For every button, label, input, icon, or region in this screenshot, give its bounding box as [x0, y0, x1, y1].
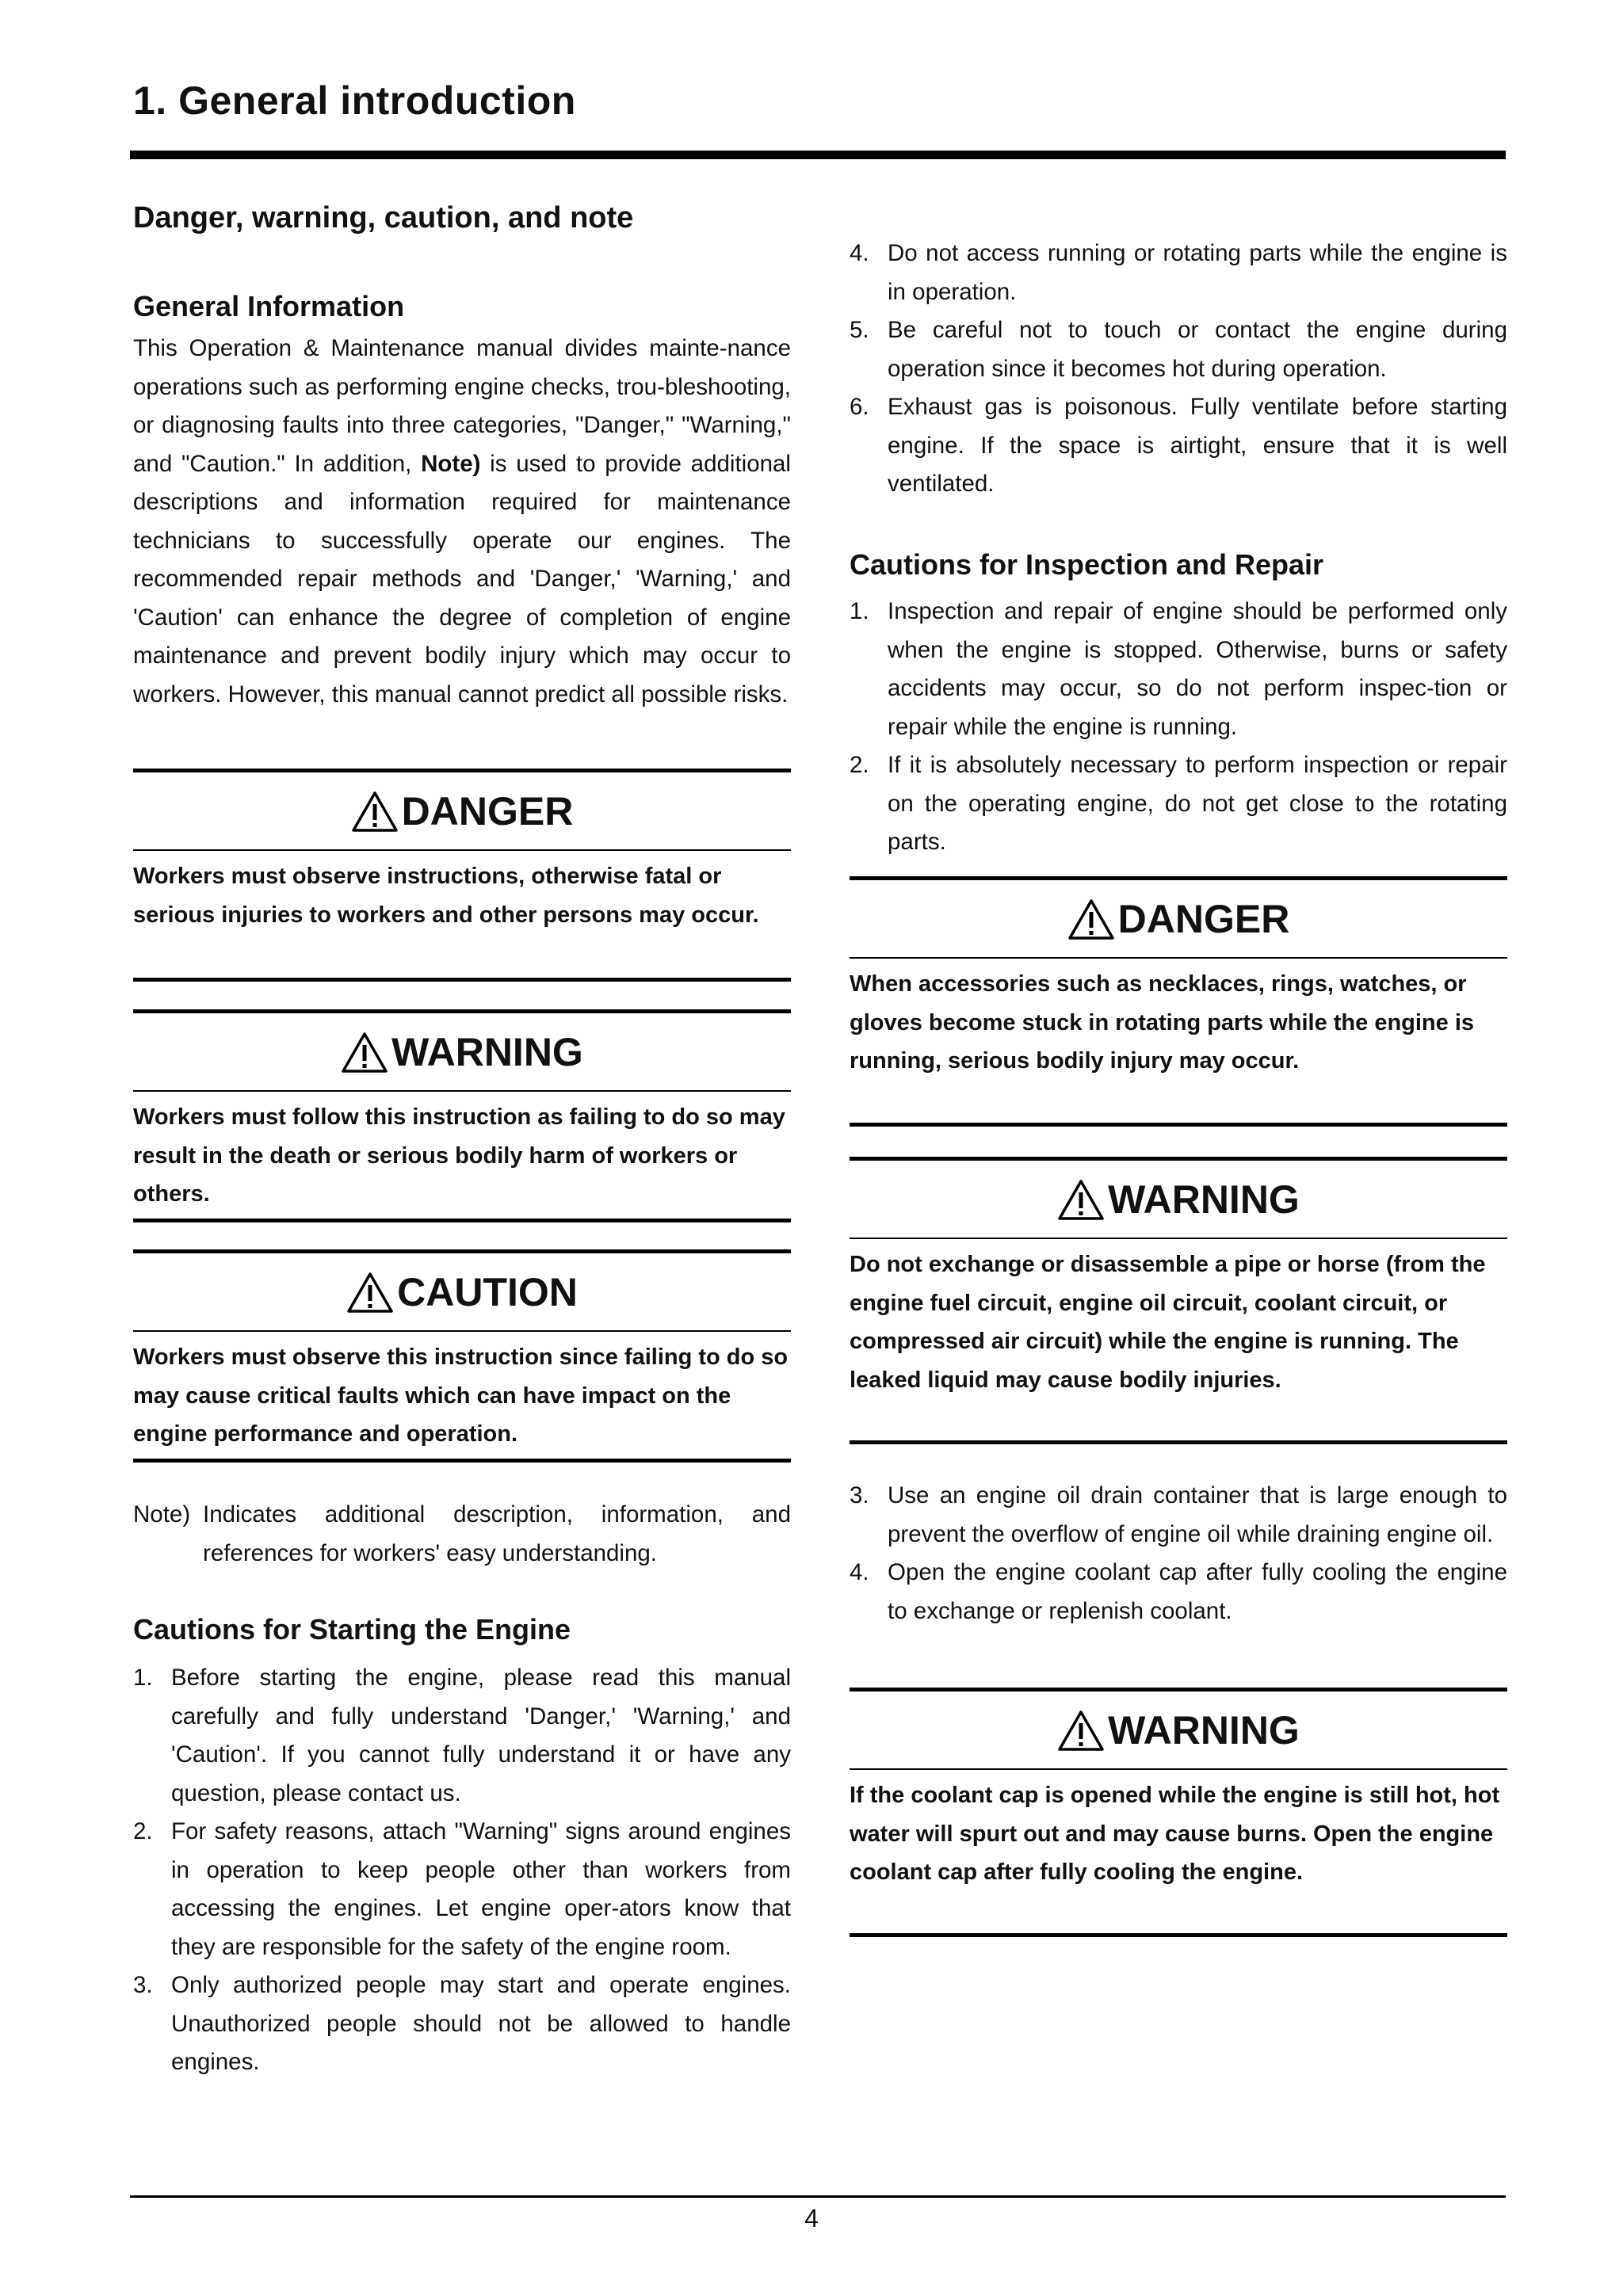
list-item: 3. Use an engine oil drain container that is large enough to prevent the overflow of engine oil while draining engine oil.: [850, 1482, 1507, 1547]
warning-heading: [850, 1705, 1507, 1756]
warning-triangle-icon: [1067, 898, 1115, 940]
caution-text: Workers must observe this instruction since failing to do so may cause critical faults which can have impact on the engine performance and operation.: [133, 1344, 789, 1447]
page-number: 4: [804, 2204, 819, 2233]
list-item: 4. Open the engine coolant cap after fully cooling the engine to exchange or replenish coolant.: [850, 1559, 1507, 1624]
box-bottom-rule: [133, 1459, 791, 1463]
caution-label: CAUTION: [397, 1270, 578, 1314]
danger-label: DANGER: [1117, 897, 1290, 941]
list-item: 2. If it is absolutely necessary to perform inspection or repair on the operating engine, do not get close to the rotating parts.: [850, 752, 1507, 855]
warning-triangle-icon: [1057, 1178, 1105, 1221]
more-list: [850, 1477, 1507, 1630]
danger-heading: [133, 786, 791, 837]
warning-heading: [133, 1027, 791, 1077]
list-item: 4. Do not access running or rotating parts while the engine is in operation.: [850, 240, 1507, 305]
section-title: Danger, warning, caution, and note: [133, 201, 634, 235]
box-top-rule: [133, 1249, 791, 1253]
page-title: 1. General introduction: [133, 78, 576, 123]
box-mid-rule: [133, 1330, 791, 1332]
warning-heading: [850, 1174, 1507, 1225]
danger-box: [133, 769, 791, 982]
danger-text: When accessories such as necklaces, rings, watches, or gloves become stuck in rotating parts while the engine is running, serious bodily injury may occur.: [850, 971, 1475, 1074]
inspection-list: [850, 593, 1507, 862]
note-text: Indicates additional description, information, and references for workers' easy understanding.: [203, 1501, 791, 1566]
note-label: Note): [133, 1501, 191, 1527]
warning-box: [133, 1009, 791, 1223]
list-item: 2. For safety reasons, attach "Warning" signs around engines in operation to keep people other than workers from accessing the engines. Let engine oper-ators know that they are responsible for the safety of the engine room.: [133, 1818, 791, 1960]
warning-triangle-icon: [341, 1031, 388, 1074]
box-mid-rule: [850, 1238, 1507, 1239]
general-info-title: General Information: [133, 290, 405, 322]
danger-label: DANGER: [401, 789, 574, 833]
box-top-rule: [133, 1009, 791, 1013]
inspection-title: Cautions for Inspection and Repair: [850, 548, 1324, 581]
warning-text: Workers must follow this instruction as failing to do so may result in the death or serious bodily harm of workers or others.: [133, 1104, 785, 1207]
danger-heading: [850, 894, 1507, 944]
box-mid-rule: [850, 1768, 1507, 1770]
box-bottom-rule: [850, 1123, 1507, 1127]
box-top-rule: [850, 1688, 1507, 1691]
warning-triangle-icon: [346, 1271, 394, 1314]
warning-label: WARNING: [1108, 1177, 1300, 1222]
list-item: 6. Exhaust gas is poisonous. Fully ventilate before starting engine. If the space is airtight, ensure that it is well ventilated.: [850, 394, 1507, 497]
warning-text: Do not exchange or disassemble a pipe or horse (from the engine fuel circuit, engine oil circuit, coolant circuit, or compressed air circuit) while the engine is running. The leaked liquid may cause bodily injuries.: [850, 1252, 1486, 1393]
caution-box: [133, 1249, 791, 1463]
warning-box: [850, 1157, 1507, 1450]
warning-box: [850, 1688, 1507, 1941]
list-item: 5. Be careful not to touch or contact the engine during operation since it becomes hot during operation.: [850, 317, 1507, 382]
box-top-rule: [850, 1157, 1507, 1161]
note-keyword: Note): [421, 450, 481, 477]
box-bottom-rule: [133, 978, 791, 982]
warning-triangle-icon: [351, 790, 399, 833]
box-bottom-rule: [850, 1933, 1507, 1937]
box-bottom-rule: [133, 1219, 791, 1222]
danger-text: Workers must observe instructions, otherwise fatal or serious injuries to workers and other persons may occur.: [133, 864, 759, 928]
list-item: 1. Inspection and repair of engine should be performed only when the engine is stopped. Otherwise, burns or safety accidents may occur, so do not perform inspec-tion or repair while the engine is running.: [850, 598, 1507, 740]
caution-heading: [133, 1267, 791, 1318]
danger-box: [850, 876, 1507, 1090]
list-item: 3. Only authorized people may start and operate engines. Unauthorized people should not be allowed to handle engines.: [133, 1972, 791, 2075]
box-mid-rule: [850, 957, 1507, 959]
list-item: 1. Before starting the engine, please read this manual carefully and fully understand 'Danger,' 'Warning,' and 'Caution'. If you cannot fully understand it or have any question, please contact us.: [133, 1665, 791, 1806]
title-divider: [130, 151, 1506, 159]
box-bottom-rule: [850, 1440, 1507, 1444]
warning-label: WARNING: [1108, 1708, 1300, 1753]
box-top-rule: [850, 876, 1507, 880]
note-paragraph: [133, 1496, 791, 1573]
starting-list: [133, 1659, 791, 2082]
box-top-rule: [133, 769, 791, 772]
warning-triangle-icon: [1057, 1709, 1105, 1752]
box-mid-rule: [133, 849, 791, 851]
box-mid-rule: [133, 1090, 791, 1092]
continued-list: [850, 235, 1507, 504]
warning-text: If the coolant cap is opened while the engine is still hot, hot water will spurt out and may cause burns. Open the engine coolant cap after fully cooling the engine.: [850, 1783, 1500, 1885]
general-info-text: This Operation & Maintenance manual divides mainte-nance operations such as performing engine checks, trou-bleshooting, or diagnosing faults into three categories, "Danger," "Warning," and "Caution." In addition, Note) is used to provide additional descriptions and information required for maintenance technicians to successfully operate our engines. The recommended repair methods and 'Danger,' 'Warning,' and 'Caution' can enhance the degree of completion of engine maintenance and prevent bodily injury which may occur to workers. However, this manual cannot predict all possible risks.: [133, 335, 791, 707]
warning-label: WARNING: [391, 1030, 583, 1074]
footer-divider: [130, 2195, 1506, 2198]
starting-title: Cautions for Starting the Engine: [133, 1613, 571, 1646]
